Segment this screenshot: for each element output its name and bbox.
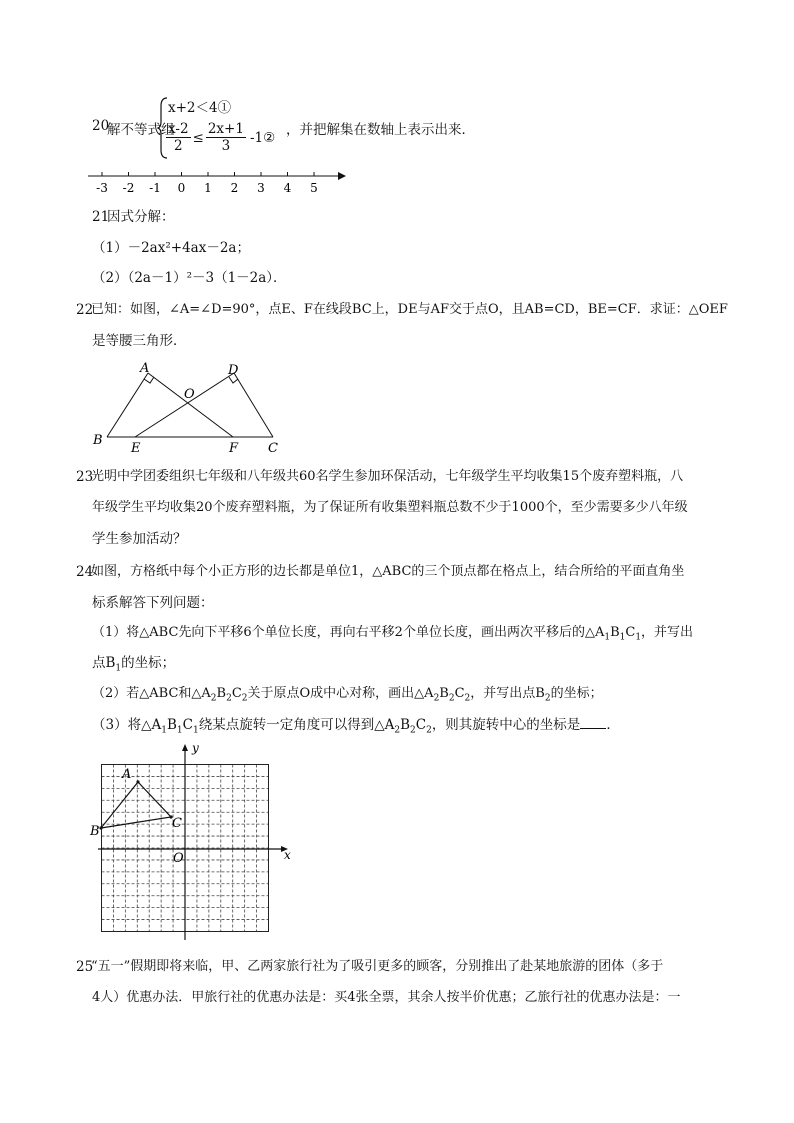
q24-p3-end: ． bbox=[606, 717, 620, 733]
q20-inequality-1: x+2＜4① bbox=[168, 100, 232, 116]
subscript: 2 bbox=[426, 725, 432, 736]
q24-p1-end: 的坐标； bbox=[121, 655, 176, 671]
segment-ab bbox=[107, 373, 148, 437]
fraction-denominator: 3 bbox=[221, 138, 231, 154]
q23-line-2: 年级学生平均收集20个废弃塑料瓶，为了保证所有收集塑料瓶总数不少于1000个，至少需要多少八年级 bbox=[92, 500, 688, 515]
subscript: 1 bbox=[619, 632, 626, 643]
q20-number: 20 bbox=[92, 118, 110, 134]
y-axis-arrow-icon bbox=[182, 744, 188, 751]
q24-p2-text: （2）若△ABC和△A bbox=[92, 686, 211, 701]
subscript: 1 bbox=[115, 663, 122, 674]
q21-part-2: （2）（2a－1）²－3（1－2a）． bbox=[92, 270, 287, 286]
number-line-tick-label: 3 bbox=[257, 181, 265, 195]
q24-p2-mid: 关于原点O成中心对称，画出△A bbox=[247, 686, 434, 701]
label-c: C bbox=[268, 441, 278, 456]
q21-intro: 因式分解： bbox=[107, 209, 175, 225]
q25-line-1: “五一”假期即将来临，甲、乙两家旅行社为了吸引更多的顾客，分别推出了赴某地旅游的团体（多于 bbox=[91, 959, 664, 974]
subscript: 2 bbox=[448, 693, 455, 704]
q23-line-1: 光明中学团委组织七年级和八年级共60名学生参加环保活动，七年级学生平均收集15个废弃塑料瓶，八 bbox=[91, 469, 684, 484]
subscript: 2 bbox=[226, 693, 232, 704]
label-c: C bbox=[172, 816, 182, 831]
number-line bbox=[88, 166, 350, 196]
q22-figure bbox=[88, 358, 288, 458]
subscript: 2 bbox=[544, 693, 551, 704]
q20-fraction-1 bbox=[166, 121, 191, 154]
fraction-numerator: x-2 bbox=[168, 121, 189, 137]
label-y: y bbox=[192, 742, 199, 755]
q24-p3-text: （3）将△A bbox=[92, 717, 162, 733]
q22-line-1: 已知：如图，∠A=∠D=90°，点E、F在线段BC上，DE与AF交于点O，且AB=CD，BE=CF．求证：△OEF bbox=[91, 302, 728, 317]
label-o: O bbox=[184, 387, 195, 402]
q24-p3-c: C bbox=[182, 717, 193, 733]
q20-instruction: ，并把解集在数轴上表示出来． bbox=[286, 122, 475, 138]
q20-tail-term: -1② bbox=[249, 129, 276, 146]
fraction-numerator: 2x+1 bbox=[207, 121, 244, 137]
subscript: 1 bbox=[604, 632, 611, 643]
subscript: 1 bbox=[635, 632, 642, 643]
number-line-tick-label: 2 bbox=[230, 181, 239, 195]
number-line-tick-label: 5 bbox=[310, 181, 318, 195]
right-angle-mark-a bbox=[144, 377, 154, 383]
q24-p2-c: C bbox=[231, 686, 242, 701]
q20-intro: 解不等式组 bbox=[107, 122, 175, 138]
q24-p1-text: （1）将△ABC先向下平移6个单位长度，再向右平移2个单位长度，画出两次平移后的△A bbox=[92, 625, 605, 640]
q24-p2-end: 的坐标； bbox=[550, 686, 603, 701]
q24-line-1: 如图，方格纸中每个小正方形的边长都是单位1，△ABC的三个顶点都在格点上，结合所给的平面直角坐 bbox=[91, 564, 685, 579]
q24-p1-c: C bbox=[625, 625, 636, 640]
label-origin: O bbox=[173, 851, 184, 866]
q24-p1-b: B bbox=[610, 625, 620, 640]
q21-part-1: （1）－2ax²+4ax－2a； bbox=[92, 240, 250, 256]
subscript: 2 bbox=[210, 693, 217, 704]
number-line-tick-label: -3 bbox=[96, 181, 108, 195]
q24-p3-tail: ，则其旋转中心的坐标是 bbox=[431, 717, 581, 733]
q24-p3-b2: B bbox=[400, 717, 410, 733]
q20-fraction-2 bbox=[206, 121, 246, 154]
fraction-denominator: 2 bbox=[173, 138, 183, 154]
number-line-tick-label: -1 bbox=[149, 181, 161, 195]
number-line-tick-label: 0 bbox=[177, 181, 186, 195]
label-b: B bbox=[90, 824, 100, 839]
q24-part-1-line-2 bbox=[92, 653, 175, 679]
q24-p3-b: B bbox=[166, 717, 177, 733]
q24-p2-c2: C bbox=[454, 686, 465, 701]
q24-p1-tail: ，并写出 bbox=[641, 625, 694, 640]
q24-p2-b: B bbox=[216, 686, 227, 701]
number-line-tick-label: 4 bbox=[283, 181, 292, 195]
q24-p3-c2: C bbox=[415, 717, 427, 733]
label-b: B bbox=[93, 433, 103, 448]
q24-number: 24 bbox=[76, 564, 94, 580]
q24-part-2 bbox=[92, 684, 603, 709]
q24-part-1-line-1 bbox=[92, 623, 693, 648]
number-line-tick-label: -2 bbox=[122, 181, 135, 195]
q22-number: 22 bbox=[76, 302, 94, 318]
q24-p1-point: 点B bbox=[92, 655, 116, 671]
q24-line-2: 标系解答下列问题： bbox=[92, 595, 214, 611]
vertex-b bbox=[99, 826, 102, 829]
q21-number: 21 bbox=[92, 209, 110, 225]
subscript: 2 bbox=[410, 725, 416, 736]
label-f: F bbox=[229, 441, 239, 456]
leq-symbol: ≤ bbox=[192, 129, 204, 146]
subscript: 2 bbox=[433, 693, 440, 704]
q24-grid-figure bbox=[88, 742, 298, 942]
subscript: 2 bbox=[464, 693, 471, 704]
label-a: A bbox=[140, 361, 150, 376]
q24-p3-mid: 绕某点旋转一定角度可以得到△A bbox=[198, 717, 395, 733]
label-d: D bbox=[228, 363, 239, 378]
label-a: A bbox=[122, 767, 132, 782]
q24-p2-tail: ，并写出点B bbox=[470, 686, 545, 701]
q22-line-2: 是等腰三角形． bbox=[92, 333, 187, 349]
q23-line-3: 学生参加活动？ bbox=[92, 531, 187, 547]
answer-blank[interactable] bbox=[580, 716, 606, 729]
subscript: 1 bbox=[176, 725, 183, 736]
q20-inequality-2 bbox=[166, 121, 275, 154]
q24-part-3 bbox=[92, 715, 620, 741]
segment-af bbox=[148, 373, 233, 437]
label-e: E bbox=[131, 441, 141, 456]
q25-line-2: 4人）优惠办法．甲旅行社的优惠办法是：买4张全票，其余人按半价优惠；乙旅行社的优惠办法是：一 bbox=[92, 990, 681, 1005]
subscript: 2 bbox=[394, 725, 401, 736]
triangle-abc bbox=[101, 782, 171, 828]
q25-number: 25 bbox=[76, 959, 94, 975]
subscript: 1 bbox=[161, 725, 167, 736]
label-x: x bbox=[284, 848, 291, 862]
subscript: 2 bbox=[241, 693, 248, 704]
number-line-tick-label: 1 bbox=[204, 181, 212, 195]
q23-number: 23 bbox=[76, 469, 94, 485]
q24-p2-b2: B bbox=[439, 686, 449, 701]
segment-dc bbox=[234, 373, 273, 437]
subscript: 1 bbox=[192, 725, 199, 736]
arrow-icon bbox=[338, 172, 346, 180]
vertex-a bbox=[136, 780, 139, 783]
